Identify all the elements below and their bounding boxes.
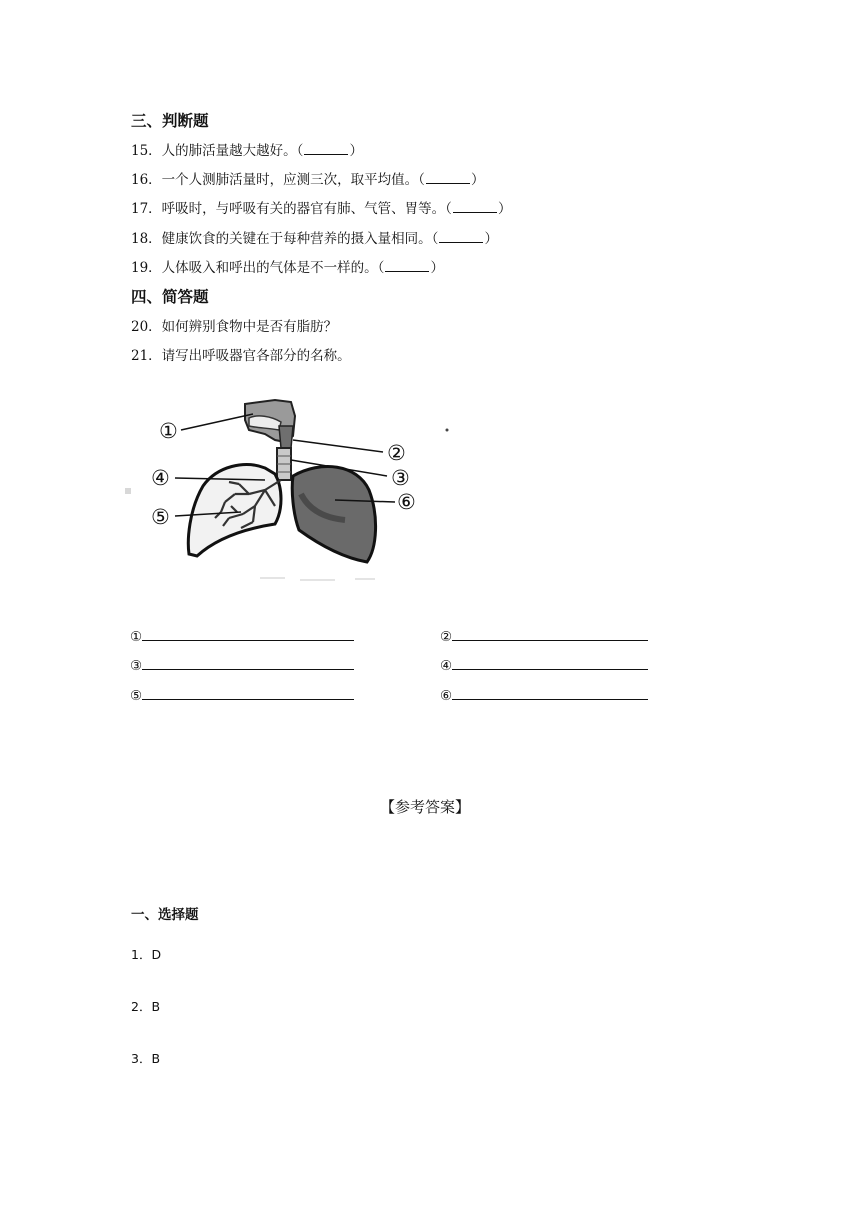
question-text: 17．呼吸时，与呼吸有关的器官有肺、气管、胃等。（ <box>131 201 452 217</box>
scan-mark <box>446 429 449 432</box>
lung-right-shape <box>292 467 375 562</box>
question-18 <box>131 227 498 247</box>
question-text: 19．人体吸入和呼出的气体是不一样的。（ <box>131 260 385 276</box>
fill-item-1 <box>130 628 354 645</box>
diagram-label-2: ② <box>387 441 406 465</box>
question-text: 16．一个人测肺活量时，应测三次，取平均值。（ <box>131 172 425 188</box>
answer-item-1: 1．D <box>131 947 162 962</box>
answers-title: 【参考答案】 <box>380 798 471 816</box>
leader-line-2 <box>293 440 383 452</box>
question-17 <box>131 197 511 217</box>
fill-item-3 <box>130 657 354 674</box>
fill-item-label: ④ <box>440 658 453 674</box>
question-close: ） <box>484 231 498 247</box>
fill-answer-line[interactable] <box>142 628 354 641</box>
fill-item-label: ③ <box>130 658 143 674</box>
fill-item-label: ⑤ <box>130 688 143 704</box>
fill-answer-line[interactable] <box>142 657 354 670</box>
scan-mark <box>125 488 131 494</box>
fill-item-2 <box>440 628 648 645</box>
fill-answer-line[interactable] <box>142 687 354 700</box>
answer-blank[interactable] <box>426 172 470 184</box>
diagram-label-6: ⑥ <box>397 490 416 514</box>
fill-item-4 <box>440 657 648 674</box>
respiratory-system-diagram <box>125 390 470 590</box>
diagram-label-1: ① <box>159 419 178 443</box>
question-close: ） <box>470 172 485 188</box>
section-heading-judgement: 三、判断题 <box>131 112 209 130</box>
diagram-label-5: ⑤ <box>151 505 170 529</box>
leader-line-1 <box>181 414 253 430</box>
answer-blank[interactable] <box>304 143 348 155</box>
question-19 <box>131 256 444 276</box>
diagram-label-3: ③ <box>391 466 410 490</box>
fill-item-label: ① <box>130 629 143 645</box>
question-close: ） <box>497 201 512 217</box>
scan-mark <box>260 578 375 580</box>
question-close: ） <box>430 260 444 276</box>
fill-item-label: ⑥ <box>440 688 453 704</box>
answer-blank[interactable] <box>385 260 429 272</box>
question-15 <box>131 139 363 159</box>
question-text: 15．人的肺活量越大越好。（ <box>131 143 304 159</box>
question-21: 21．请写出呼吸器官各部分的名称。 <box>131 348 351 364</box>
answer-blank[interactable] <box>453 201 497 213</box>
fill-item-label: ② <box>440 629 453 645</box>
fill-answer-line[interactable] <box>452 628 648 641</box>
fill-item-5 <box>130 687 354 704</box>
answer-item-2: 2．B <box>131 999 161 1014</box>
throat-shape <box>279 426 293 448</box>
question-text: 18．健康饮食的关键在于每种营养的摄入量相同。（ <box>131 231 439 247</box>
question-close: ） <box>349 143 363 159</box>
diagram-label-4: ④ <box>151 466 170 490</box>
fill-item-6 <box>440 687 648 704</box>
answers-section-heading: 一、选择题 <box>131 907 199 923</box>
question-16 <box>131 168 484 188</box>
question-20: 20．如何辨别食物中是否有脂肪？ <box>131 319 338 335</box>
fill-answer-line[interactable] <box>452 687 648 700</box>
answer-item-3: 3．B <box>131 1051 161 1066</box>
section-heading-short-answer: 四、简答题 <box>131 288 209 306</box>
fill-answer-line[interactable] <box>452 657 648 670</box>
answer-blank[interactable] <box>439 231 483 243</box>
